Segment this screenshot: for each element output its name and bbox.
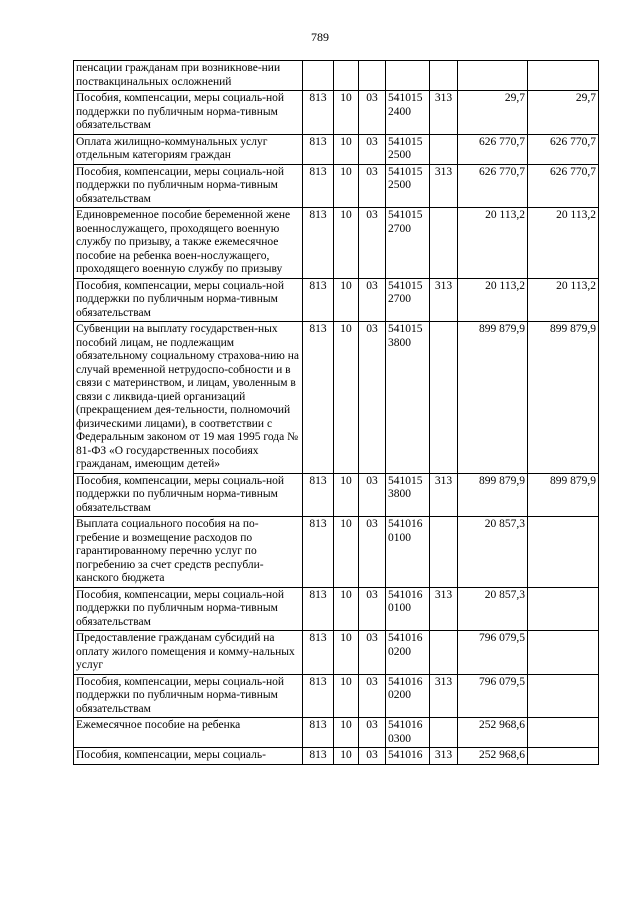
expense-type-cell <box>430 517 458 588</box>
expense-type-cell: 313 <box>430 473 458 517</box>
expense-name-cell: Ежемесячное пособие на ребенка <box>74 718 303 748</box>
target-article-cell: 5410152500 <box>386 164 430 208</box>
amount-total-cell: 626 770,7 <box>458 164 528 208</box>
ministry-code-cell: 813 <box>303 674 334 718</box>
amount-total-cell: 899 879,9 <box>458 473 528 517</box>
ministry-code-cell: 813 <box>303 164 334 208</box>
section-code-cell: 10 <box>334 587 359 631</box>
expense-type-cell: 313 <box>430 674 458 718</box>
amount-subvention-cell: 899 879,9 <box>528 322 599 474</box>
subsection-code-cell: 03 <box>359 674 386 718</box>
expense-name-cell: Пособия, компенсации, меры социаль-ной поддержки по публичным норма-тивным обязательствам <box>74 91 303 135</box>
subsection-code-cell: 03 <box>359 587 386 631</box>
amount-subvention-cell: 20 113,2 <box>528 208 599 279</box>
ministry-code-cell: 813 <box>303 91 334 135</box>
table-row <box>74 674 599 718</box>
target-article-cell: 5410160100 <box>386 517 430 588</box>
amount-subvention-cell <box>528 587 599 631</box>
table-row <box>74 631 599 675</box>
table-row <box>74 91 599 135</box>
expense-name-cell: Пособия, компенсации, меры социаль-ной поддержки по публичным норма-тивным обязательствам <box>74 278 303 322</box>
subsection-code-cell: 03 <box>359 517 386 588</box>
ministry-code-cell: 813 <box>303 322 334 474</box>
expense-name-cell: Единовременное пособие беременной жене военнослужащего, проходящего военную службу по призыву, а также ежемесячное пособие на ребенка воен-нослужащего, проходящего военную службу по призыву <box>74 208 303 279</box>
section-code-cell <box>334 61 359 91</box>
expense-name-cell: Пособия, компенсации, меры социаль-ной поддержки по публичным норма-тивным обязательствам <box>74 674 303 718</box>
subsection-code-cell: 03 <box>359 473 386 517</box>
amount-total-cell: 29,7 <box>458 91 528 135</box>
table-row <box>74 517 599 588</box>
amount-total-cell: 796 079,5 <box>458 674 528 718</box>
table-row <box>74 587 599 631</box>
ministry-code-cell: 813 <box>303 517 334 588</box>
expense-name-cell: Пособия, компенсации, меры социаль-ной поддержки по публичным норма-тивным обязательствам <box>74 164 303 208</box>
amount-subvention-cell: 626 770,7 <box>528 164 599 208</box>
amount-total-cell: 626 770,7 <box>458 134 528 164</box>
expense-type-cell: 313 <box>430 587 458 631</box>
table-row <box>74 208 599 279</box>
table-row <box>74 322 599 474</box>
amount-total-cell <box>458 61 528 91</box>
target-article-cell: 5410160100 <box>386 587 430 631</box>
subsection-code-cell: 03 <box>359 322 386 474</box>
expense-name-cell: Субвенции на выплату государствен-ных пособий лицам, не подлежащим обязательному социальному страхова-нию на случай временной нетрудоспо-собности и в связи с материнством, и лицам, уволенным в связи с ликвида-цией организаций (прекращением дея-тельности, полномочий физическими лицами), в соответствии с Федеральным законом от 19 мая 1995 года № 81-ФЗ «О государственных пособиях гражданам, имеющим детей» <box>74 322 303 474</box>
target-article-cell: 5410152400 <box>386 91 430 135</box>
amount-subvention-cell: 899 879,9 <box>528 473 599 517</box>
amount-subvention-cell <box>528 674 599 718</box>
target-article-cell: 5410153800 <box>386 322 430 474</box>
expense-type-cell <box>430 322 458 474</box>
table-row <box>74 748 599 765</box>
section-code-cell: 10 <box>334 748 359 765</box>
ministry-code-cell: 813 <box>303 208 334 279</box>
ministry-code-cell: 813 <box>303 631 334 675</box>
expense-type-cell <box>430 61 458 91</box>
section-code-cell: 10 <box>334 631 359 675</box>
expense-type-cell: 313 <box>430 91 458 135</box>
expense-name-cell: Пособия, компенсации, меры социаль-ной поддержки по публичным норма-тивным обязательствам <box>74 587 303 631</box>
table-row <box>74 278 599 322</box>
target-article-cell: 5410152500 <box>386 134 430 164</box>
subsection-code-cell: 03 <box>359 134 386 164</box>
amount-subvention-cell <box>528 631 599 675</box>
amount-subvention-cell <box>528 718 599 748</box>
section-code-cell: 10 <box>334 164 359 208</box>
amount-subvention-cell <box>528 517 599 588</box>
table-row <box>74 164 599 208</box>
table-row <box>74 61 599 91</box>
expense-name-cell: Пособия, компенсации, меры социаль-ной поддержки по публичным норма-тивным обязательствам <box>74 473 303 517</box>
amount-total-cell: 252 968,6 <box>458 748 528 765</box>
expense-name-cell: Предоставление гражданам субсидий на оплату жилого помещения и комму-нальных услуг <box>74 631 303 675</box>
target-article-cell: 5410153800 <box>386 473 430 517</box>
subsection-code-cell: 03 <box>359 91 386 135</box>
target-article-cell: 5410160200 <box>386 631 430 675</box>
subsection-code-cell <box>359 61 386 91</box>
amount-subvention-cell <box>528 61 599 91</box>
amount-total-cell: 20 857,3 <box>458 587 528 631</box>
amount-total-cell: 20 857,3 <box>458 517 528 588</box>
amount-subvention-cell <box>528 748 599 765</box>
amount-subvention-cell: 29,7 <box>528 91 599 135</box>
subsection-code-cell: 03 <box>359 718 386 748</box>
expense-type-cell <box>430 718 458 748</box>
subsection-code-cell: 03 <box>359 748 386 765</box>
expense-type-cell <box>430 208 458 279</box>
table-row <box>74 718 599 748</box>
section-code-cell: 10 <box>334 473 359 517</box>
section-code-cell: 10 <box>334 278 359 322</box>
amount-total-cell: 796 079,5 <box>458 631 528 675</box>
section-code-cell: 10 <box>334 91 359 135</box>
subsection-code-cell: 03 <box>359 278 386 322</box>
amount-total-cell: 252 968,6 <box>458 718 528 748</box>
expense-type-cell <box>430 134 458 164</box>
subsection-code-cell: 03 <box>359 631 386 675</box>
ministry-code-cell: 813 <box>303 587 334 631</box>
amount-total-cell: 20 113,2 <box>458 278 528 322</box>
amount-total-cell: 20 113,2 <box>458 208 528 279</box>
section-code-cell: 10 <box>334 718 359 748</box>
target-article-cell: 541016 <box>386 748 430 765</box>
ministry-code-cell: 813 <box>303 718 334 748</box>
ministry-code-cell: 813 <box>303 278 334 322</box>
section-code-cell: 10 <box>334 674 359 718</box>
expense-name-cell: пенсации гражданам при возникнове-нии поствакцинальных осложнений <box>74 61 303 91</box>
ministry-code-cell <box>303 61 334 91</box>
target-article-cell <box>386 61 430 91</box>
expense-type-cell: 313 <box>430 278 458 322</box>
ministry-code-cell: 813 <box>303 748 334 765</box>
table-row <box>74 473 599 517</box>
budget-table <box>73 60 599 765</box>
section-code-cell: 10 <box>334 208 359 279</box>
target-article-cell: 5410152700 <box>386 278 430 322</box>
amount-subvention-cell: 20 113,2 <box>528 278 599 322</box>
amount-subvention-cell: 626 770,7 <box>528 134 599 164</box>
page-number: 789 <box>311 30 329 44</box>
subsection-code-cell: 03 <box>359 164 386 208</box>
expense-name-cell: Пособия, компенсации, меры социаль- <box>74 748 303 765</box>
table-row <box>74 134 599 164</box>
target-article-cell: 5410152700 <box>386 208 430 279</box>
section-code-cell: 10 <box>334 134 359 164</box>
section-code-cell: 10 <box>334 517 359 588</box>
expense-type-cell <box>430 631 458 675</box>
expense-name-cell: Выплата социального пособия на по-гребение и возмещение расходов по гарантированному перечню услуг по погребению за счет средств республи-канского бюджета <box>74 517 303 588</box>
expense-type-cell: 313 <box>430 748 458 765</box>
expense-type-cell: 313 <box>430 164 458 208</box>
ministry-code-cell: 813 <box>303 473 334 517</box>
section-code-cell: 10 <box>334 322 359 474</box>
target-article-cell: 5410160200 <box>386 674 430 718</box>
ministry-code-cell: 813 <box>303 134 334 164</box>
expense-name-cell: Оплата жилищно-коммунальных услуг отдельным категориям граждан <box>74 134 303 164</box>
amount-total-cell: 899 879,9 <box>458 322 528 474</box>
subsection-code-cell: 03 <box>359 208 386 279</box>
target-article-cell: 5410160300 <box>386 718 430 748</box>
